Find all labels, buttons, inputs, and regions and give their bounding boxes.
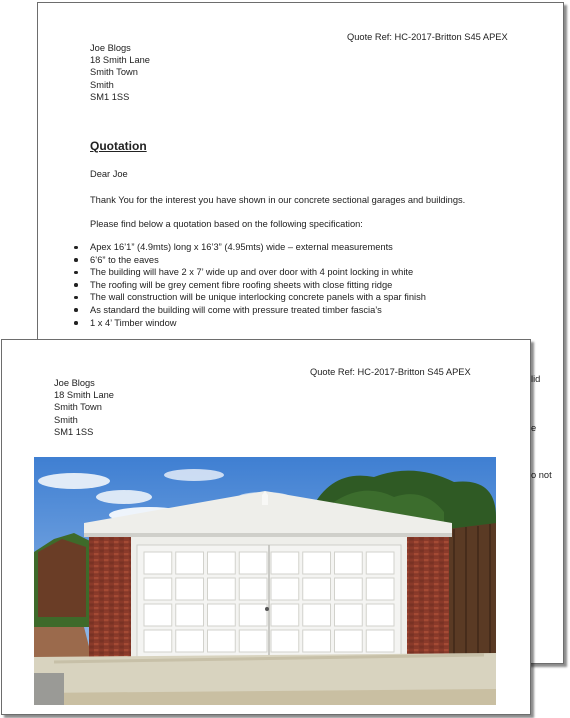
door-panel (335, 578, 363, 600)
door-panel (271, 552, 299, 574)
recipient-address (54, 377, 114, 438)
bullet-icon (74, 283, 78, 287)
quotation-page-front (1, 339, 531, 715)
door-panel (176, 578, 204, 600)
spec-item-text: The building will have 2 x 7’ wide up and over door with 4 point locking in white (90, 267, 414, 278)
address-line: Smith Town (90, 67, 138, 78)
spec-item-text: The wall construction will be unique interlocking concrete panels with a spar finish (90, 292, 426, 303)
brick-wall (407, 537, 449, 657)
door-panel (303, 604, 331, 626)
door-panel (239, 552, 267, 574)
bullet-icon (74, 258, 78, 262)
quote-reference: Quote Ref: HC-2017-Britton S45 APEX (347, 32, 508, 42)
door-panel (176, 630, 204, 652)
door-frame (131, 537, 407, 545)
garage-photo (34, 457, 496, 705)
door-panel (208, 578, 236, 600)
bullet-icon (74, 321, 78, 325)
door-panel (335, 630, 363, 652)
fence (448, 523, 496, 667)
recipient-address (90, 42, 150, 103)
spec-item (74, 254, 426, 267)
door-panel (303, 552, 331, 574)
door-panel (176, 552, 204, 574)
spec-item-text: 6’6” to the eaves (90, 254, 159, 265)
door-panel (144, 552, 172, 574)
door-handle-icon (265, 607, 269, 611)
address-line: Joe Blogs (90, 43, 131, 53)
text-fragment: lid (531, 374, 541, 384)
brick-wall (89, 537, 131, 657)
spec-item (74, 317, 426, 330)
door-panel (144, 630, 172, 652)
door-panel (144, 604, 172, 626)
shed (38, 539, 86, 617)
spec-item (74, 304, 426, 317)
door-panel (239, 578, 267, 600)
cloud (38, 473, 110, 489)
spec-item (74, 291, 426, 304)
door-panel (303, 630, 331, 652)
spec-item (74, 241, 426, 254)
address-line: SM1 1SS (90, 91, 130, 102)
spec-item-text: Apex 16’1” (4.9mts) long x 16’3” (4.95mts) wide – external measurements (90, 242, 393, 252)
door-panel (208, 630, 236, 652)
door-panel (366, 630, 394, 652)
door-panel (208, 604, 236, 626)
door-panel (366, 604, 394, 626)
door-panel (271, 630, 299, 652)
door-panel (303, 578, 331, 600)
door-panel (239, 604, 267, 626)
door-panel (366, 578, 394, 600)
bullet-icon (74, 271, 78, 275)
garage-roof (84, 533, 452, 537)
spec-item-text: The roofing will be grey cement fibre roofing sheets with close fitting ridge (90, 279, 393, 290)
door-frame (401, 537, 407, 659)
cloud (96, 490, 152, 504)
address-line: 18 Smith Lane (90, 55, 150, 66)
bullet-icon (74, 308, 78, 312)
address-line: SM1 1SS (54, 426, 94, 437)
door-frame (131, 537, 137, 659)
text-fragment: o not (531, 470, 552, 480)
specification-list (74, 241, 426, 329)
quotation-heading: Quotation (90, 139, 147, 153)
door-panel (271, 604, 299, 626)
address-line: 18 Smith Lane (54, 390, 114, 401)
spec-item-text: 1 x 4’ Timber window (90, 317, 177, 328)
address-line: Joe Blogs (54, 378, 95, 388)
salutation: Dear Joe (90, 169, 128, 179)
address-line: Smith (54, 414, 78, 425)
door-panel (366, 552, 394, 574)
cloud (164, 469, 224, 481)
door-panel (239, 630, 267, 652)
door-panel (335, 552, 363, 574)
spec-item (74, 266, 426, 279)
spec-item (74, 279, 426, 292)
door-panel (144, 578, 172, 600)
text-fragment: e (531, 423, 537, 433)
door-panel (176, 604, 204, 626)
spec-item-text: As standard the building will come with pressure treated timber fascia’s (90, 304, 382, 315)
door-panel (208, 552, 236, 574)
drain-channel (34, 673, 64, 705)
address-line: Smith Town (54, 402, 102, 413)
door-panel (271, 578, 299, 600)
quote-reference: Quote Ref: HC-2017-Britton S45 APEX (310, 367, 471, 377)
bullet-icon (74, 296, 78, 300)
door-panel (335, 604, 363, 626)
address-line: Smith (90, 79, 114, 90)
spec-intro-paragraph: Please find below a quotation based on the following specification: (90, 219, 363, 229)
intro-paragraph: Thank You for the interest you have shown in our concrete sectional garages and buildings. (90, 195, 466, 205)
bullet-icon (74, 246, 78, 250)
